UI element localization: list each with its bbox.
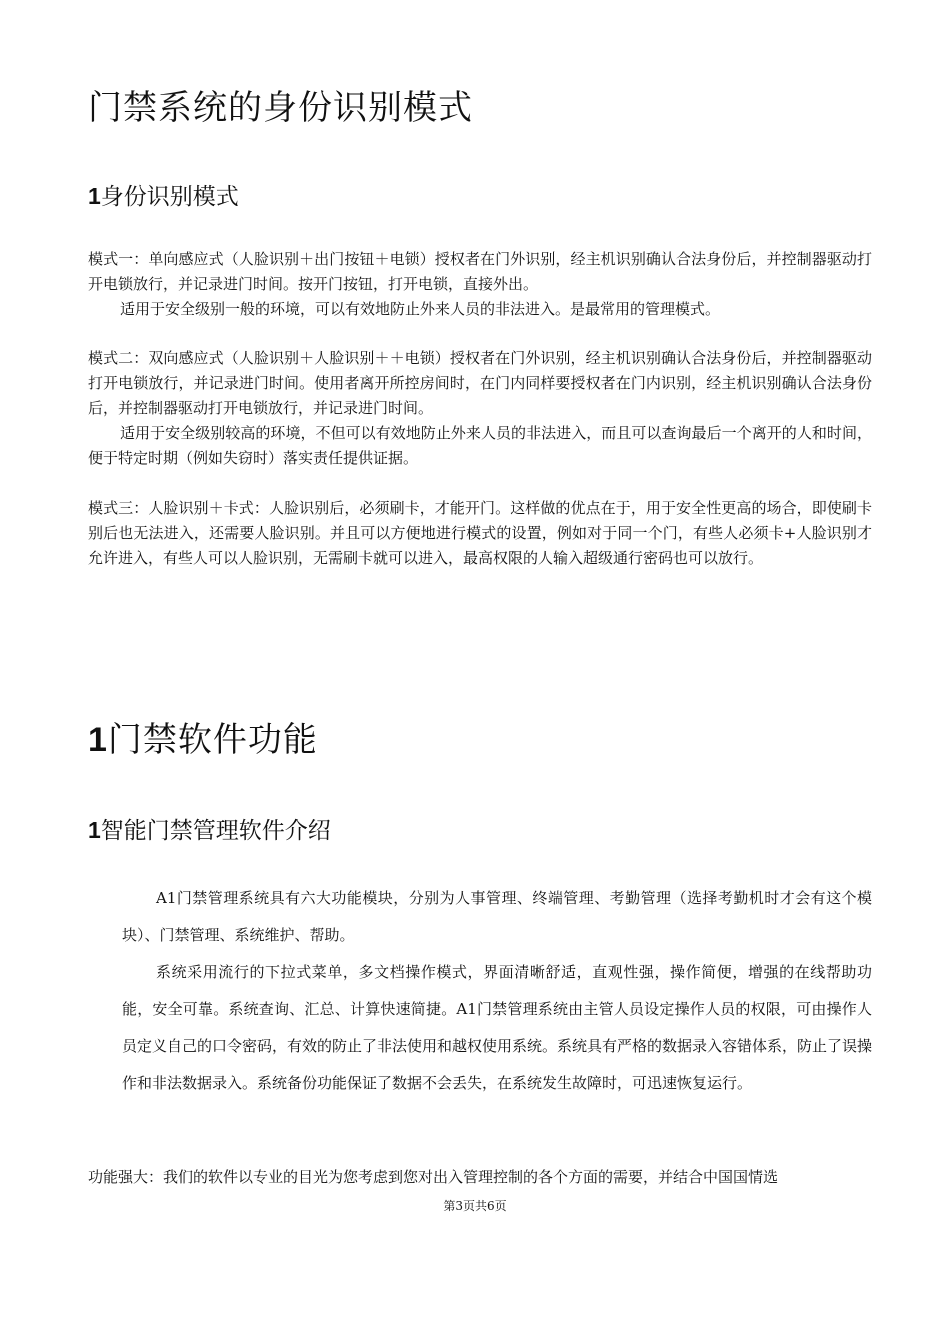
section-number: 1 (88, 183, 101, 209)
function-paragraph: 功能强大：我们的软件以专业的目光为您考虑到您对出入管理控制的各个方面的需要，并结合中国国情选 (88, 1168, 779, 1186)
intro-paragraph-features: 系统采用流行的下拉式菜单，多文档操作模式，界面清晰舒适，直观性强，操作简便，增强的在线帮助功能，安全可靠。系统查询、汇总、计算快速简捷。A1门禁管理系统由主管人员设定操作人员的权限，可由操作人员定义自己的口令密码，有效的防止了非法使用和越权使用系统。系统具有严格的数据录入容错体系，防止了误操作和非法数据录入。系统备份功能保证了数据不会丢失，在系统发生故障时，可迅速恢复运行。 (122, 963, 873, 1092)
intro-paragraph-modules: A1门禁管理系统具有六大功能模块，分别为人事管理、终端管理、考勤管理（选择考勤机时才会有这个模块）、门禁管理、系统维护、帮助。 (122, 889, 872, 944)
mode-one-block (88, 247, 872, 322)
mode-two-block (88, 346, 872, 471)
section-number: 1 (88, 817, 101, 843)
section-heading-text: 智能门禁管理软件介绍 (100, 818, 331, 844)
mode-two-paragraph: 模式二：双向感应式（人脸识别＋人脸识别＋＋电锁）授权者在门外识别，经主机识别确认合法身份后，并控制器驱动打开电锁放行，并记录进门时间。使用者离开所控房间时，在门内同样要授权者在门内识别，经主机识别确认合法身份后，并控制器驱动打开电锁放行，并记录进门时间。 (88, 349, 872, 417)
function-block (88, 1165, 872, 1190)
software-intro-block (122, 880, 872, 1102)
mode-one-paragraph: 模式一：单向感应式（人脸识别＋出门按钮＋电锁）授权者在门外识别，经主机识别确认合法身份后，并控制器驱动打开电锁放行，并记录进门时间。按开门按钮，打开电锁，直接外出。 (88, 250, 872, 293)
page-footer: 第3页共6页 (443, 1199, 507, 1213)
mode-three-paragraph: 模式三：人脸识别＋卡式：人脸识别后，必须刷卡，才能开门。这样做的优点在于，用于安全性更高的场合，即使刷卡别后也无法进入，还需要人脸识别。并且可以方便地进行模式的设置，例如对于同一个门，有些人必须卡+人脸识别才允许进入，有些人可以人脸识别，无需刷卡就可以进入，最高权限的人输入超级通行密码也可以放行。 (88, 499, 872, 567)
section-heading-identity-modes (88, 181, 872, 212)
mode-one-note: 适用于安全级别一般的环境，可以有效地防止外来人员的非法进入。是最常用的管理模式。 (120, 300, 721, 318)
chapter-heading-software (88, 720, 872, 760)
mode-two-note: 适用于安全级别较高的环境，不但可以有效地防止外来人员的非法进入，而且可以查询最后一个离开的人和时间，便于特定时期（例如失窃时）落实责任提供证据。 (88, 424, 872, 467)
mode-three-block (88, 496, 872, 571)
chapter-heading-text: 门禁软件功能 (107, 720, 318, 760)
section-heading-software-intro (88, 815, 872, 846)
document-title: 门禁系统的身份识别模式 (88, 88, 473, 128)
chapter-number: 1 (88, 721, 108, 759)
section-heading-text: 身份识别模式 (100, 184, 239, 210)
